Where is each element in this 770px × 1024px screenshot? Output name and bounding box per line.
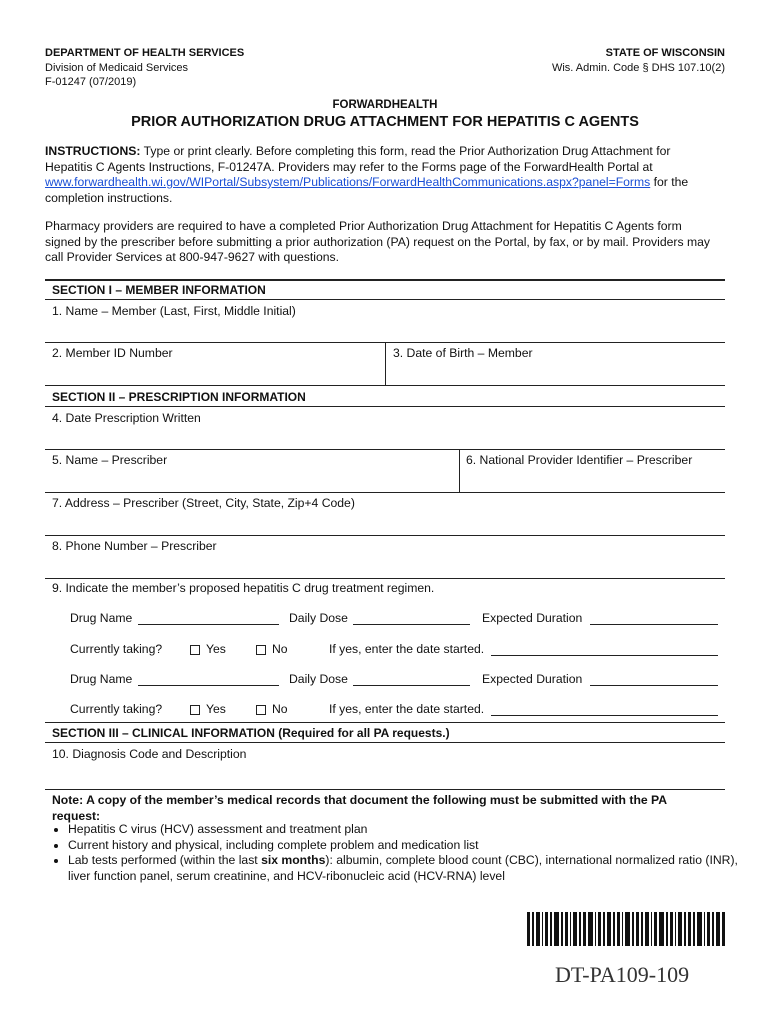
prescriber-phone-label: 8. Phone Number – Prescriber	[52, 539, 217, 553]
divider	[45, 789, 725, 790]
admin-code: Wis. Admin. Code § DHS 107.10(2)	[551, 62, 725, 74]
section-1-title: SECTION I – MEMBER INFORMATION	[52, 283, 266, 297]
drug-name-label: Drug Name	[70, 611, 133, 625]
medical-records-note: Note: A copy of the member’s medical records that document the following must be submitted with the PA request:	[52, 793, 667, 823]
currently-taking-label: Currently taking?	[70, 642, 163, 656]
instructions-label: INSTRUCTIONS:	[45, 144, 141, 158]
list-item: • Hepatitis C virus (HCV) assessment and treatment plan	[68, 822, 748, 838]
divider	[45, 385, 725, 386]
page-title: PRIOR AUTHORIZATION DRUG ATTACHMENT FOR HEPATITIS C AGENTS	[131, 114, 639, 130]
divider	[45, 535, 725, 536]
divider	[385, 342, 386, 385]
no-option[interactable]	[256, 702, 288, 716]
date-started-label: If yes, enter the date started.	[329, 642, 485, 656]
date-started-label: If yes, enter the date started.	[329, 702, 485, 716]
division-name: Division of Medicaid Services	[45, 62, 189, 74]
prescriber-address-label: 7. Address – Prescriber (Street, City, State, Zip+4 Code)	[52, 496, 355, 510]
form-number: F-01247 (07/2019)	[45, 76, 137, 88]
member-name-label: 1. Name – Member (Last, First, Middle Initial)	[52, 304, 296, 318]
lab-tests-text: Lab tests performed (within the last	[68, 853, 262, 867]
no-label: No	[272, 702, 288, 716]
lab-tests-detail: ): albumin, complete blood count (CBC), international normalized ratio (INR), liver function panel, serum creatinine, and HCV-ribonucleic acid (HCV-RNA) level	[68, 853, 738, 883]
form-top-border	[45, 279, 725, 281]
expected-duration-label: Expected Duration	[482, 611, 583, 625]
yes-label: Yes	[206, 702, 226, 716]
regimen-label: 9. Indicate the member’s proposed hepatitis C drug treatment regimen.	[52, 581, 435, 595]
instructions-paragraph	[45, 144, 720, 206]
prescriber-phone-field[interactable]	[46, 554, 724, 576]
divider	[45, 742, 725, 743]
forms-portal-link[interactable]: www.forwardhealth.wi.gov/WIPortal/Subsystem/Publications/ForwardHealthCommunications.aspx?panel=Forms	[45, 175, 651, 189]
drug-name-label: Drug Name	[70, 672, 133, 686]
divider	[45, 406, 725, 407]
no-checkbox[interactable]	[256, 645, 266, 655]
six-months-emphasis: six months	[261, 853, 326, 867]
prescription-date-label: 4. Date Prescription Written	[52, 411, 201, 425]
prescriber-npi-field[interactable]	[462, 468, 724, 490]
yes-label: Yes	[206, 642, 226, 656]
required-records-list	[38, 822, 748, 884]
member-id-field[interactable]	[46, 361, 382, 383]
divider	[45, 492, 725, 493]
expected-duration-label: Expected Duration	[482, 672, 583, 686]
drug-name-input[interactable]	[138, 624, 279, 625]
member-dob-label: 3. Date of Birth – Member	[393, 346, 533, 360]
document-id: DT-PA109-109	[555, 962, 690, 987]
prescriber-address-field[interactable]	[46, 511, 724, 533]
yes-checkbox[interactable]	[190, 645, 200, 655]
yes-option[interactable]	[190, 702, 226, 716]
yes-option[interactable]	[190, 642, 226, 656]
daily-dose-label: Daily Dose	[289, 611, 348, 625]
prescriber-npi-label: 6. National Provider Identifier – Prescriber	[466, 453, 693, 467]
program-title: FORWARDHEALTH	[332, 99, 438, 111]
state-name: STATE OF WISCONSIN	[605, 47, 725, 59]
prescriber-name-label: 5. Name – Prescriber	[52, 453, 168, 467]
yes-checkbox[interactable]	[190, 705, 200, 715]
diagnosis-label: 10. Diagnosis Code and Description	[52, 747, 247, 761]
divider	[459, 449, 460, 492]
diagnosis-field[interactable]	[46, 762, 724, 787]
instructions-text: Type or print clearly. Before completing this form, read the Prior Authorization Drug Attachment for Hepatitis C Agents Instructions, F-01247A. Providers may refer to the Forms page of the ForwardHealth Portal at	[45, 144, 671, 174]
section-3-title: SECTION III – CLINICAL INFORMATION (Required for all PA requests.)	[52, 726, 450, 740]
department-name: DEPARTMENT OF HEALTH SERVICES	[45, 47, 245, 59]
barcode	[527, 912, 725, 946]
daily-dose-input[interactable]	[353, 624, 470, 625]
member-dob-field[interactable]	[388, 361, 724, 383]
prescriber-name-field[interactable]	[46, 468, 456, 490]
list-item: • Current history and physical, including complete problem and medication list	[68, 838, 748, 854]
divider	[45, 578, 725, 579]
date-started-input[interactable]	[491, 655, 718, 656]
member-id-label: 2. Member ID Number	[52, 346, 173, 360]
no-checkbox[interactable]	[256, 705, 266, 715]
divider	[45, 299, 725, 300]
list-item	[68, 853, 748, 884]
divider	[45, 449, 725, 450]
currently-taking-label: Currently taking?	[70, 702, 163, 716]
date-started-input[interactable]	[491, 715, 718, 716]
provider-requirements-paragraph: Pharmacy providers are required to have a completed Prior Authorization Drug Attachment for Hepatitis C Agents form signed by the prescriber before submitting a prior authorization (PA) request on the Portal, by fax, or by mail. Providers may call Provider Services at 800-947-9627 with questions.	[45, 219, 710, 264]
daily-dose-input[interactable]	[353, 685, 470, 686]
no-option[interactable]	[256, 642, 288, 656]
expected-duration-input[interactable]	[590, 685, 718, 686]
prescription-date-field[interactable]	[46, 426, 724, 448]
member-name-field[interactable]	[46, 318, 724, 340]
no-label: No	[272, 642, 288, 656]
daily-dose-label: Daily Dose	[289, 672, 348, 686]
expected-duration-input[interactable]	[590, 624, 718, 625]
divider	[45, 722, 725, 723]
instructions-text-end: for the completion instructions.	[45, 175, 689, 205]
section-2-title: SECTION II – PRESCRIPTION INFORMATION	[52, 390, 306, 404]
drug-name-input[interactable]	[138, 685, 279, 686]
